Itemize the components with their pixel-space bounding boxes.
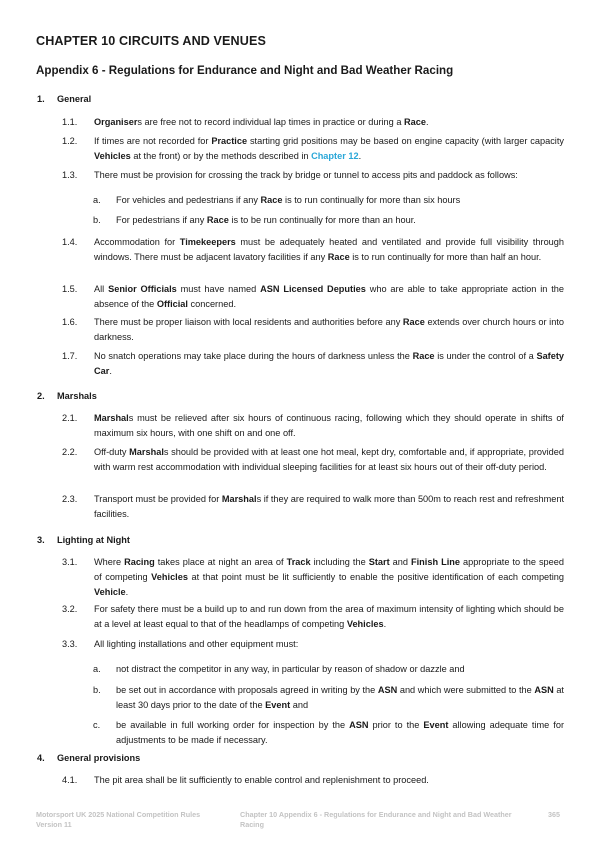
clause-number: 1.1. xyxy=(62,117,78,127)
appendix-title: Appendix 6 - Regulations for Endurance and Night and Bad Weather Racing xyxy=(36,64,454,77)
clause-1-4 xyxy=(62,235,564,265)
clause-3-3-b xyxy=(93,683,564,713)
clause-number: 1.2. xyxy=(62,136,78,146)
section-number: 3. xyxy=(37,535,45,545)
clause-2-2 xyxy=(62,445,564,475)
clause-3-1 xyxy=(62,555,564,599)
clause-3-3-a xyxy=(93,662,564,677)
chapter-title: CHAPTER 10 CIRCUITS AND VENUES xyxy=(36,34,266,48)
clause-number: 1.6. xyxy=(62,317,78,327)
clause-text: Marshals must be relieved after six hours of continuous racing, following which they should operate in shifts of maximum six hours, with one shift on and one off. xyxy=(94,413,564,438)
clause-text: Off-duty Marshals should be provided with at least one hot meal, kept dry, comfortable and, if appropriate, provided with warm rest accommodation with individual sleeping facilities for at least six hours out of their off-duty period. xyxy=(94,447,564,472)
clause-number: 3.2. xyxy=(62,604,78,614)
clause-number: 3.1. xyxy=(62,557,78,567)
section-number: 4. xyxy=(37,753,45,763)
clause-letter: b. xyxy=(93,685,101,695)
clause-number: 1.5. xyxy=(62,284,78,294)
footer-chapter-reference: Chapter 10 Appendix 6 - Regulations for Endurance and Night and Bad Weather Racing xyxy=(240,810,512,829)
clause-text: Transport must be provided for Marshals if they are required to walk more than 500m to reach rest and refreshment facilities. xyxy=(94,494,565,519)
clause-number: 2.2. xyxy=(62,447,78,457)
clause-text: Organisers are free not to record individual lap times in practice or during a Race. xyxy=(94,117,429,127)
clause-1-1 xyxy=(62,115,564,130)
clause-3-2 xyxy=(62,602,564,632)
clause-text: All lighting installations and other equipment must: xyxy=(94,639,299,649)
clause-number: 2.1. xyxy=(62,413,78,423)
clause-text: not distract the competitor in any way, in particular by reason of shadow or dazzle and xyxy=(116,664,465,674)
clause-number: 1.4. xyxy=(62,237,78,247)
footer-document-name: Motorsport UK 2025 National Competition Rules Version 11 xyxy=(36,810,201,829)
clause-text: be set out in accordance with proposals agreed in writing by the ASN and which were submitted to the ASN at least 30 days prior to the date of the Event and xyxy=(116,685,564,710)
clause-1-3 xyxy=(62,168,564,183)
clause-text: There must be proper liaison with local residents and authorities before any Race extends over church hours or into darkness. xyxy=(94,317,564,342)
clause-number: 1.3. xyxy=(62,170,78,180)
chapter-12-link[interactable]: Chapter 12 xyxy=(311,150,359,161)
clause-text: Accommodation for Timekeepers must be adequately heated and ventilated and provide full visibility through windows. There must be adjacent lavatory facilities if any Race is to run continually for more than half an hour. xyxy=(94,237,565,262)
section-title: General provisions xyxy=(57,753,141,763)
section-title: General xyxy=(57,94,92,104)
clause-1-6 xyxy=(62,315,564,345)
section-number: 1. xyxy=(37,94,45,104)
section-title: Marshals xyxy=(57,391,97,401)
clause-number: 1.7. xyxy=(62,351,78,361)
clause-3-3 xyxy=(62,637,564,652)
clause-number: 2.3. xyxy=(62,494,78,504)
clause-1-3-a xyxy=(93,193,564,208)
clause-1-2 xyxy=(62,134,564,164)
clause-4-1 xyxy=(62,773,564,788)
clause-text: If times are not recorded for Practice starting grid positions may be based on engine capacity (with larger capacity Vehicles at the front) or by the methods described in Chapter 12. xyxy=(94,136,564,161)
clause-number: 3.3. xyxy=(62,639,78,649)
section-number: 2. xyxy=(37,391,45,401)
clause-text: be available in full working order for inspection by the ASN prior to the Event allowing adequate time for adjustments to be made if necessary. xyxy=(116,720,565,745)
clause-text: For safety there must be a build up to and run down from the area of maximum intensity of lighting which should be at a level at least equal to that of the headlamps of competing Vehicles. xyxy=(94,604,564,629)
clause-text: All Senior Officials must have named ASN Licensed Deputies who are able to take appropriate action in the absence of the Official concerned. xyxy=(94,284,564,309)
footer-page-number: 365 xyxy=(548,810,560,819)
clause-2-3 xyxy=(62,492,564,522)
clause-text: For vehicles and pedestrians if any Race is to run continually for more than six hours xyxy=(116,195,461,205)
clause-3-3-c xyxy=(93,718,564,748)
clause-letter: c. xyxy=(93,720,101,730)
clause-text: Where Racing takes place at night an area of Track including the Start and Finish Line appropriate to the speed of competing Vehicles at that point must be lit sufficiently to enable the positive identification of each competing Vehicle. xyxy=(94,557,564,597)
section-title: Lighting at Night xyxy=(57,535,130,545)
clause-text: There must be provision for crossing the track by bridge or tunnel to access pits and paddock as follows: xyxy=(94,170,518,180)
clause-1-5 xyxy=(62,282,564,312)
clause-1-3-b xyxy=(93,213,564,228)
clause-letter: a. xyxy=(93,195,101,205)
clause-number: 4.1. xyxy=(62,775,78,785)
clause-text: For pedestrians if any Race is to be run continually for more than an hour. xyxy=(116,215,416,225)
clause-2-1 xyxy=(62,411,564,441)
clause-1-7 xyxy=(62,349,564,379)
clause-letter: a. xyxy=(93,664,101,674)
clause-text: No snatch operations may take place during the hours of darkness unless the Race is under the control of a Safety Car. xyxy=(94,351,565,376)
clause-letter: b. xyxy=(93,215,101,225)
clause-text: The pit area shall be lit sufficiently to enable control and replenishment to proceed. xyxy=(94,775,429,785)
